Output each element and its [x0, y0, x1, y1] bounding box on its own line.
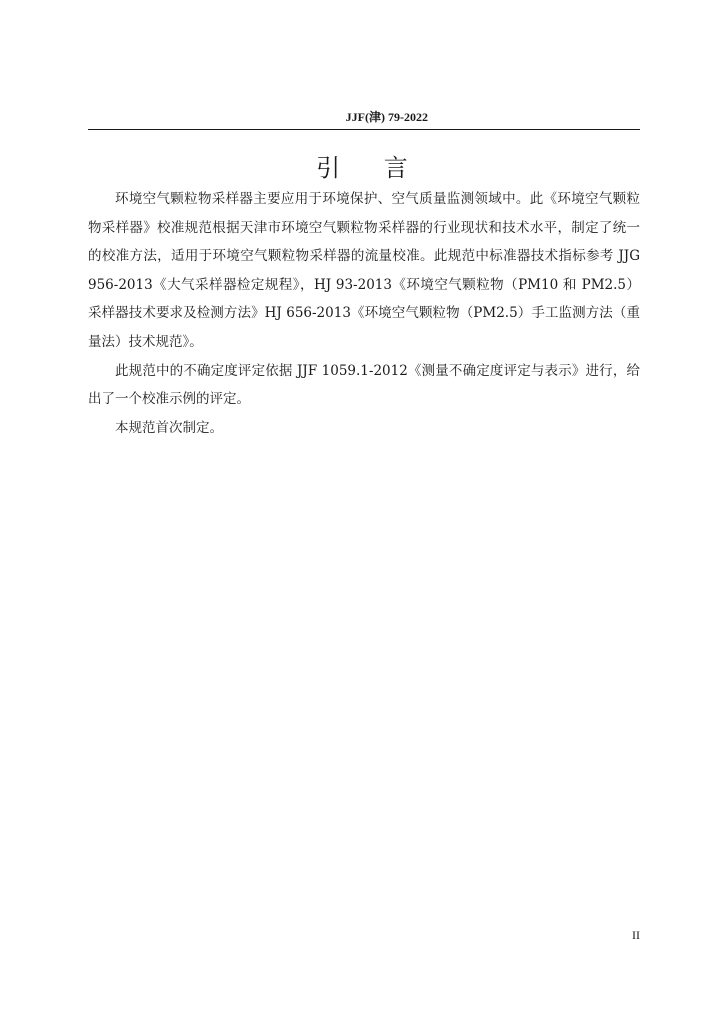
header-rule: [88, 129, 640, 130]
standard-code: JJF(津) 79-2022: [345, 110, 428, 124]
page-number: II: [632, 928, 640, 942]
page-title: 引 言: [316, 154, 426, 182]
body-text: [88, 185, 640, 442]
paragraph-uncertainty: 此规范中的不确定度评定依据 JJF 1059.1-2012《测量不确定度评定与表示》进行，给出了一个校准示例的评定。: [88, 362, 640, 408]
paragraph-intro: 环境空气颗粒物采样器主要应用于环境保护、空气质量监测领域中。此《环境空气颗粒物采样器》校准规范根据天津市环境空气颗粒物采样器的行业现状和技术水平，制定了统一的校准方法，适用于环境空气颗粒物采样器的流量校准。此规范中标准器技术指标参考 JJG 956-2013《大气采样器检定规程》，HJ 93-2013《环境空气颗粒物（PM10 和 PM2.5）采样器技术要求及检测方法》HJ 656-2013《环境空气颗粒物（PM2.5）手工监测方法（重量法）技术规范》。: [88, 191, 640, 350]
paragraph-first-edition: 本规范首次制定。: [115, 419, 223, 436]
